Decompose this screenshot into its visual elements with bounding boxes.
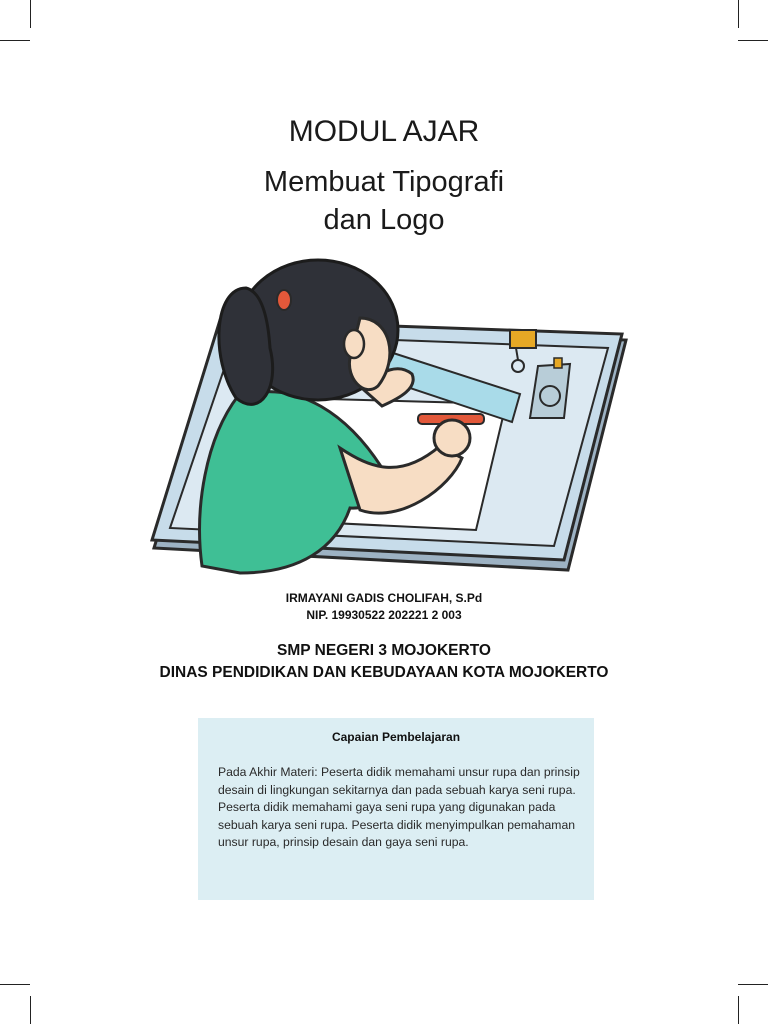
subtitle-line: dan Logo — [323, 204, 445, 236]
subtitle-line: Membuat Tipografi — [263, 166, 505, 198]
author-nip: NIP. 19930522 202221 2 003 — [306, 608, 462, 622]
girl-drawing-illustration — [150, 248, 640, 578]
capaian-pembelajaran-box — [198, 718, 594, 900]
capaian-heading: Capaian Pembelajaran — [331, 730, 461, 744]
capaian-body: Pada Akhir Materi: Peserta didik memahami unsur rupa dan prinsip desain di lingkungan sekitarnya dan pada sebuah karya seni rupa. Peserta didik memahami gaya seni rupa yang digunakan pada sebuah karya seni rupa. Peserta didik menyimpulkan pemahaman unsur rupa, prinsip desain dan gaya seni rupa. — [218, 765, 580, 849]
page-title: MODUL AJAR — [288, 115, 480, 148]
institution-block — [0, 640, 768, 684]
department-name: DINAS PENDIDIKAN DAN KEBUDAYAAN KOTA MOJOKERTO — [159, 664, 609, 681]
page-subtitle — [0, 163, 768, 239]
author-block — [0, 590, 768, 624]
school-name: SMP NEGERI 3 MOJOKERTO — [277, 642, 491, 659]
author-name: IRMAYANI GADIS CHOLIFAH, S.Pd — [285, 591, 483, 605]
